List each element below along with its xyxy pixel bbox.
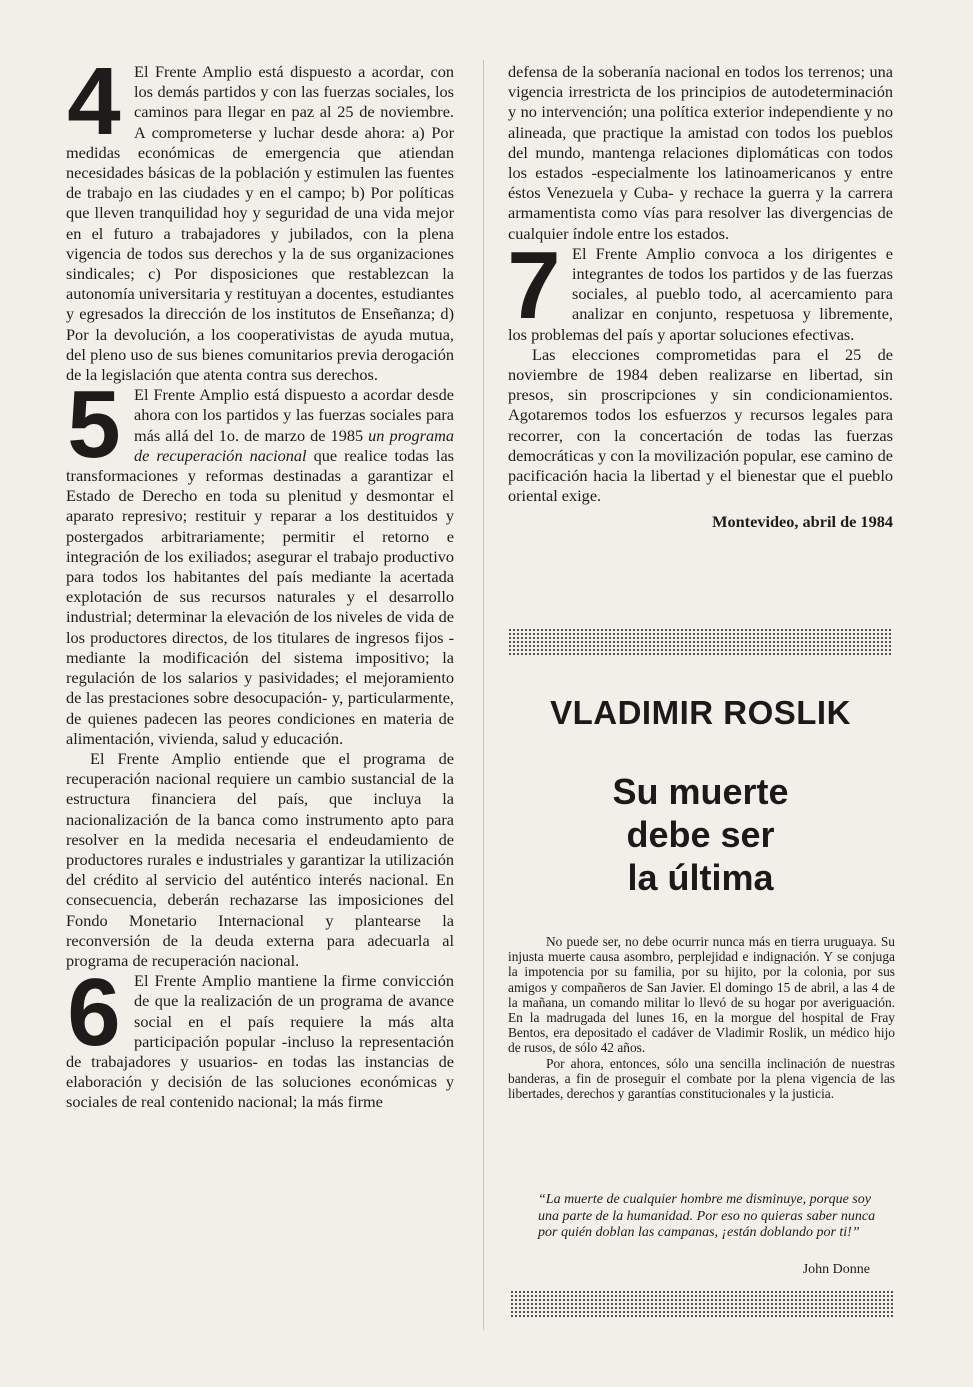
box-title xyxy=(508,770,893,899)
title-line-3: la última xyxy=(627,857,774,898)
point-5-paragraph-2: El Frente Amplio entiende que el programa de recuperación nacional requiere un cambio sustancial de la estructura financiera del país, que incluya la nacionalización de la banca como instrumento apto para resolver en la medida necesaria el endeudamiento de productores rurales e industriales y garantizar la utilización del crédito al servicio del auténtico interés nacional. En consecuencia, deberán rechazarse las imposiciones del Fondo Monetario Internacional y plantearse la reconversión de la deuda externa para adecuarla al programa de recuperación nacional. xyxy=(66,748,454,970)
box-name: VLADIMIR ROSLIK xyxy=(550,694,851,731)
point-number-6: 6 xyxy=(67,959,121,1067)
point-5-text-start: El Frente Amplio está dispuesto a acordar desde ahora con los partidos y las fuerzas sociales para más allá del 1o. de marzo de 1985 xyxy=(134,385,454,445)
story-paragraph-1: No puede ser, no debe ocurrir nunca más en tierra uruguaya. Su injusta muerte causa asombro, perplejidad e indignación. Y se conjuga la impotencia por su familia, por su hijito, por la colonia, por sus amigos y compañeros de San Javier. El domingo 15 de abril, a las 4 de la mañana, un comando militar lo llevó de su hogar por averiguación. En la madrugada del lunes 16, en la morgue del hospital de Fray Bentos, era depositado el cadáver de Vladimir Roslik, un médico hijo de rusos, de sólo 42 años. xyxy=(508,934,895,1056)
title-line-1: Su muerte xyxy=(612,771,789,812)
box-story xyxy=(508,934,895,1101)
point-4-text: El Frente Amplio está dispuesto a acordar, con los demás partidos y con las fuerzas sociales, los caminos para llegar en paz al 25 de noviembre. A comprometerse y luchar desde ahora: a) Por medidas económicas de emergencia que atiendan necesidades básicas de la población y estimulen las fuentes de trabajo en las ciudades y en el campo; b) Por políticas que lleven tranquilidad hoy y seguridad de una vida mejor en el futuro a trabajadores y jubilados, con la plena vigencia de todos sus derechos y la de sus organizaciones sindicales; c) Por disposiciones que restablezcan la autonomía universitaria y restituyan a docentes, estudiantes y egresados la dirección de los institutos de Enseñanza; d) Por la devolución, a los cooperativistas de ayuda mutua, del pleno uso de sus bienes comunitarios previa derogación de la legislación que atenta contra sus derechos. xyxy=(66,62,454,385)
right-column xyxy=(508,62,893,533)
point-number-4: 4 xyxy=(67,48,121,155)
quote: “La muerte de cualquier hombre me disminuye, porque soy una parte de la humanidad. Por eso no quieras saber nunca por quién doblan las campanas, ¡están doblando por ti!” xyxy=(538,1192,876,1240)
signature: Montevideo, abril de 1984 xyxy=(712,512,893,532)
point-7-text: El Frente Amplio convoca a los dirigentes e integrantes de todos los partidos y de las fuerzas sociales, al pueblo todo, al acercamiento para analizar en conjunto, respetuosa y libremente, los problemas del país y aportar soluciones efectivas. xyxy=(508,243,893,344)
point-4 xyxy=(66,48,454,385)
left-column xyxy=(66,48,455,1113)
point-7 xyxy=(507,231,893,507)
quote-author: John Donne xyxy=(802,1262,870,1277)
point-7-paragraph-2: Las elecciones comprometidas para el 25 de noviembre de 1984 deben realizarse en libertad, sin presos, sin proscripciones y sin condicionamientos. Agotaremos todos los esfuerzos y recursos legales para recorrer, con la concertación de todas las fuerzas democráticas y con la movilización popular, ese camino de pacificación hacia la libertad y el bienestar que el pueblo oriental exige. xyxy=(508,344,893,506)
point-5-text xyxy=(66,371,455,749)
dotted-divider-top xyxy=(508,628,893,656)
point-number-5: 5 xyxy=(67,371,121,479)
point-6 xyxy=(66,959,454,1112)
point-6-text: El Frente Amplio mantiene la firme convicción de que la realización de un programa de avance social en el país requiere la más alta participación popular -incluso la representación de trabajadores y usuarios- en todas las instancias de elaboración y decisión de las soluciones económicas y sociales de real contenido nacional; la más firme xyxy=(66,971,454,1112)
story-paragraph-2: Por ahora, entonces, sólo una sencilla inclinación de nuestras banderas, a fin de proseguir el combate por la plena vigencia de las libertades, derechos y garantías constitucionales y la justicia. xyxy=(508,1055,895,1102)
dotted-divider-bottom xyxy=(510,1290,895,1318)
point-number-7: 7 xyxy=(507,231,561,339)
title-line-2: debe ser xyxy=(626,814,775,855)
point-5-text-end: que realice todas las transformaciones y reformas destinadas a garantizar el Estado de Derecho en toda su plenitud y desmontar el aparato represivo; restituir y reparar a los destituidos y postergados arbitrariamente; permitir el retorno e integración de los exiliados; asegurar el trabajo productivo para todos los habitantes del país mediante la acertada explotación de sus recursos naturales y el desarrollo industrial; determinar la elevación de los niveles de vida de los productores directos, de los titulares de ingresos fijos -mediante la modificación del sistema impositivo; la regulación de los salarios y pasividades; el mejoramiento de las prestaciones sobre desocupación- y, particularmente, de quienes padecen las peores condiciones en materia de alimentación, vivienda, salud y educación. xyxy=(66,445,455,748)
program-name: un programa de recuperación nacional xyxy=(134,425,454,465)
point-5 xyxy=(66,371,455,971)
page-fold xyxy=(483,60,484,1330)
point-6-continued: defensa de la soberanía nacional en todos los terrenos; una vigencia irrestricta de los principios de autodeterminación y no intervención; una política exterior independiente y no alineada, que practique la amistad con todos los pueblos del mundo, mantenga relaciones diplomáticas con todos los estados -especialmente los latinoamericanos y entre éstos Venezuela y Cuba- y rechace la guerra y la carrera armamentista como vías para resolver las divergencias de cualquier índole entre los estados. xyxy=(508,62,893,243)
